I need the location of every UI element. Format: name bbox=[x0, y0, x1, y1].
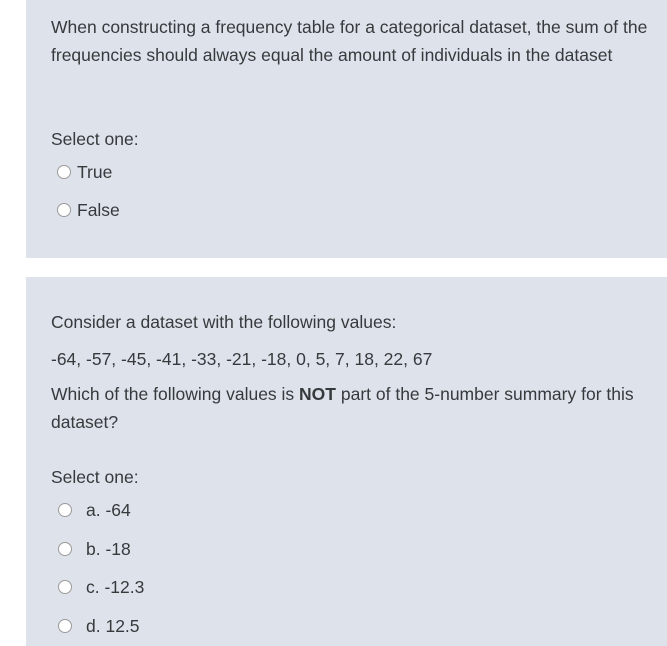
option-label: d. 12.5 bbox=[86, 616, 140, 636]
radio-button[interactable] bbox=[57, 165, 71, 179]
option-true[interactable] bbox=[57, 160, 112, 184]
option-b[interactable] bbox=[58, 537, 131, 561]
option-label: a. -64 bbox=[86, 500, 131, 520]
question-text: When constructing a frequency table for a categorical dataset, the sum of the frequencies should always equal the amount of individuals in the dataset bbox=[51, 17, 648, 65]
select-one-label: Select one: bbox=[51, 467, 139, 487]
option-label: b. -18 bbox=[86, 539, 131, 559]
option-a[interactable] bbox=[58, 498, 131, 522]
question-text-end: part of the 5-number summary for this dataset? bbox=[51, 384, 634, 432]
radio-button[interactable] bbox=[58, 503, 72, 517]
option-label: c. -12.3 bbox=[86, 577, 145, 597]
option-d[interactable] bbox=[58, 614, 140, 638]
option-c[interactable] bbox=[58, 575, 144, 599]
radio-button[interactable] bbox=[58, 542, 72, 556]
question-intro: Consider a dataset with the following values: bbox=[51, 312, 397, 332]
question-card-2 bbox=[26, 277, 667, 646]
question-text bbox=[51, 380, 651, 436]
option-label: True bbox=[77, 162, 113, 182]
radio-button[interactable] bbox=[58, 619, 72, 633]
question-text-start: Which of the following values is bbox=[51, 384, 300, 404]
radio-button[interactable] bbox=[58, 580, 72, 594]
dataset-values: -64, -57, -45, -41, -33, -21, -18, 0, 5, 7, 18, 22, 67 bbox=[51, 349, 433, 369]
option-label: False bbox=[77, 200, 120, 220]
question-emphasis: NOT bbox=[299, 384, 336, 404]
question-card-1 bbox=[26, 0, 667, 258]
select-one-label: Select one: bbox=[51, 129, 139, 149]
radio-button[interactable] bbox=[57, 203, 71, 217]
option-false[interactable] bbox=[57, 198, 120, 222]
